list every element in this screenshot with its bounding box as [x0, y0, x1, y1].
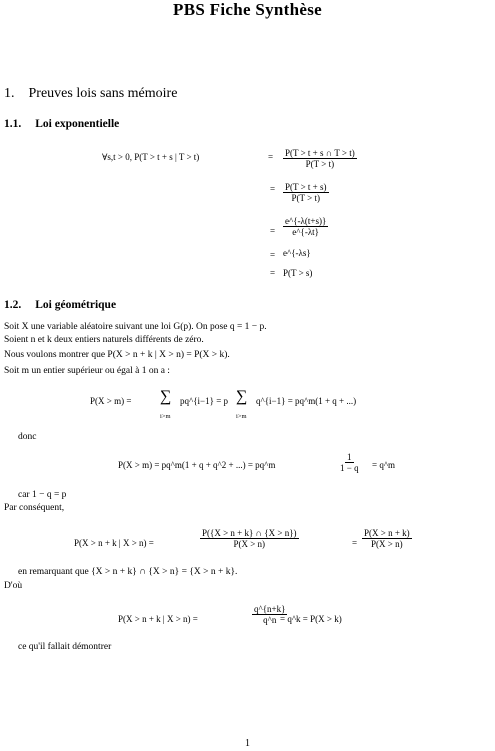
- sum-symbol: ∑: [236, 388, 248, 405]
- exp-fraction-1-num: P(T > t + s ∩ T > t): [285, 148, 355, 158]
- exp-fraction-3-num: e^{-λ(t+s)}: [285, 216, 327, 226]
- exp-fraction-2-num: P(T > t + s): [285, 182, 327, 192]
- fraction-den: P(X > n): [371, 539, 403, 549]
- fraction-num: P(X > n + k): [364, 528, 410, 538]
- sum-index: i>m: [160, 413, 171, 420]
- geo-equation-4-rhs: = q^k = P(X > k): [280, 614, 342, 624]
- geo-equation-1-rest: q^{i−1} = pq^m(1 + q + ...): [256, 396, 357, 406]
- geo-equation-3-fraction-1: [200, 528, 299, 549]
- fraction-num: q^{n+k}: [254, 604, 286, 614]
- equals-sign: =: [268, 152, 274, 162]
- section-heading: [4, 86, 177, 102]
- paragraph: Soient n et k deux entiers naturels différents de zéro.: [4, 335, 204, 345]
- exp-fraction-2: [283, 182, 329, 203]
- fraction-num: P({X > n + k} ∩ {X > n}): [202, 528, 297, 538]
- subsection-title: Loi exponentielle: [35, 118, 120, 130]
- exp-fraction-2-den: P(T > t): [291, 193, 320, 203]
- page-number: 1: [245, 738, 250, 749]
- paragraph: en remarquant que {X > n + k} ∩ {X > n} = {X > n + k}.: [18, 567, 238, 577]
- sum-index: i>m: [236, 413, 247, 420]
- equals-sign: =: [270, 184, 276, 194]
- paragraph: Soit X une variable aléatoire suivant une loi G(p). On pose q = 1 − p.: [4, 322, 267, 332]
- paragraph: D'où: [4, 581, 23, 591]
- geo-equation-3-lhs: P(X > n + k | X > n) =: [74, 538, 154, 548]
- exp-fraction-3-den: e^{-λt}: [292, 227, 319, 237]
- exp-equation-lhs: ∀s,t > 0, P(T > t + s | T > t): [102, 152, 200, 162]
- fraction-den: q^n: [263, 615, 277, 625]
- equals-sign: =: [270, 226, 276, 236]
- geo-equation-4-lhs: P(X > n + k | X > n) =: [118, 614, 198, 624]
- subsection-number: 1.2.: [4, 299, 22, 311]
- paragraph: Par conséquent,: [4, 503, 65, 513]
- paragraph: car 1 − q = p: [18, 490, 67, 500]
- geo-equation-1-lhs: P(X > m) =: [90, 396, 132, 406]
- conclusion: ce qu'il fallait démontrer: [18, 642, 112, 652]
- page-title: PBS Fiche Synthèse: [173, 0, 322, 19]
- equals-sign: =: [270, 268, 276, 278]
- geo-equation-2-fraction: [338, 452, 361, 473]
- geo-equation-2: P(X > m) = pq^m(1 + q + q^2 + ...) = pq^m: [118, 460, 276, 470]
- sum-symbol: ∑: [160, 388, 172, 405]
- equals-sign: =: [352, 538, 358, 548]
- exp-fraction-1: [283, 148, 357, 169]
- fraction-den: P(X > n): [233, 539, 266, 549]
- subsection-number: 1.1.: [4, 118, 22, 130]
- subsection-heading-geometric: [4, 299, 116, 311]
- paragraph: Soit m un entier supérieur ou égal à 1 on a :: [4, 366, 170, 376]
- exp-fraction-3: [283, 216, 328, 237]
- word-donc: donc: [18, 432, 37, 442]
- paragraph: Nous voulons montrer que P(X > n + k | X > n) = P(X > k).: [4, 350, 230, 360]
- section-title: Preuves lois sans mémoire: [28, 86, 178, 101]
- geo-equation-2-end: = q^m: [372, 460, 396, 470]
- equals-sign: =: [270, 250, 276, 260]
- fraction-den: 1 − q: [340, 463, 359, 473]
- subsection-title: Loi géométrique: [35, 299, 117, 311]
- fraction-num: 1: [347, 452, 352, 462]
- section-number: 1.: [4, 86, 15, 101]
- subsection-heading-exponential: [4, 118, 119, 130]
- geo-equation-1-sum1: pq^{i−1} = p: [180, 396, 229, 406]
- exp-step-4: e^{-λs}: [283, 248, 311, 258]
- geo-equation-3-fraction-2: [362, 528, 412, 549]
- exp-step-5: P(T > s): [283, 268, 313, 278]
- exp-fraction-1-den: P(T > t): [305, 159, 335, 169]
